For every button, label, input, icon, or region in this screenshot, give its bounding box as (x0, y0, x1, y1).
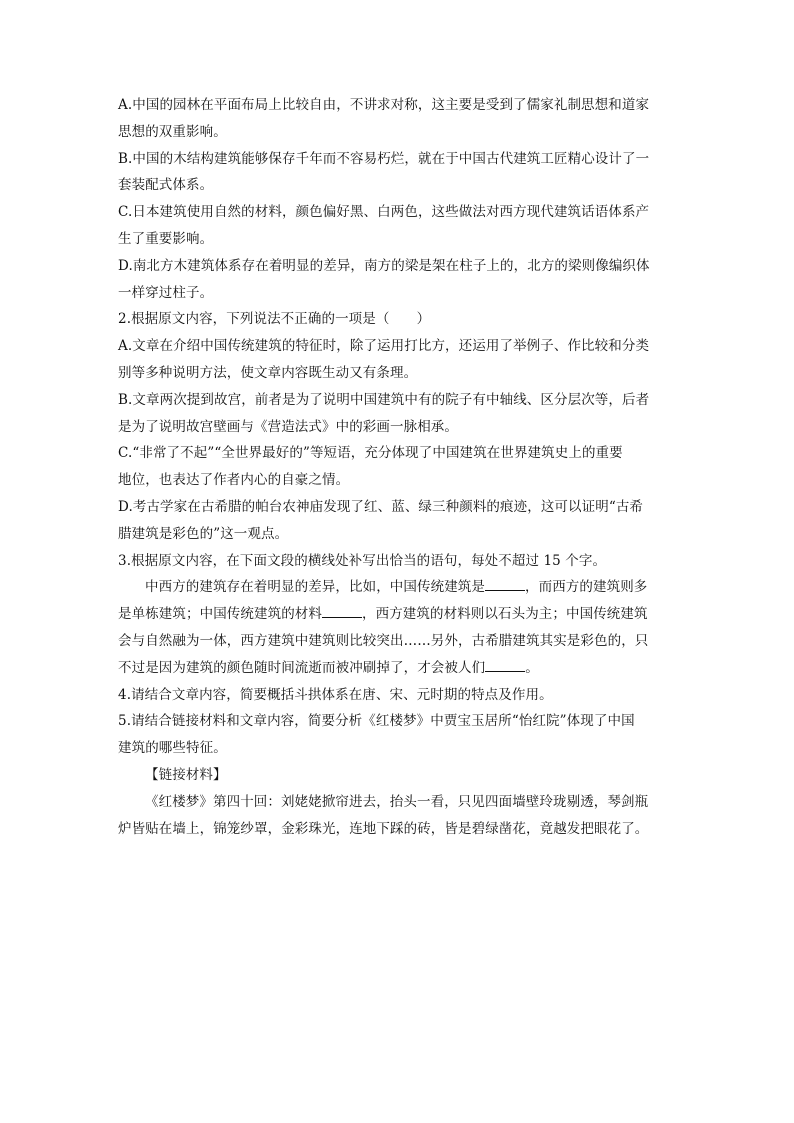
q3-passage (118, 574, 678, 681)
material-text: 炉皆贴在墙上，锦笼纱罩，金彩珠光，连地下踩的砖，皆是碧绿凿花，竟越发把眼花了。 (118, 820, 649, 837)
q2-option-a (118, 333, 678, 387)
q1-option-b (118, 146, 678, 200)
q1-option-a (118, 92, 678, 146)
passage-text: 是单栋建筑；中国传统建筑的材料 (118, 606, 322, 623)
passage-line (118, 574, 678, 601)
option-text: D.考古学家在古希腊的帕台农神庙发现了红、蓝、绿三种颜料的痕迹，这可以证明“古希 (118, 498, 644, 515)
fill-blank-3[interactable] (485, 659, 525, 672)
option-text: 别等多种说明方法，使文章内容既生动又有条理。 (118, 364, 418, 381)
exam-page (118, 92, 678, 842)
passage-text: 。 (525, 659, 539, 676)
option-text: B.中国的木结构建筑能够保存千年而不容易朽烂，就在于中国古代建筑工匠精心设计了一 (118, 150, 650, 167)
option-text: A.中国的园林在平面布局上比较自由，不讲求对称，这主要是受到了儒家礼制思想和道家 (118, 97, 650, 113)
option-text: 思想的双重影响。 (118, 123, 227, 140)
option-text: C.“非常了不起”“全世界最好的”等短语，充分体现了中国建筑在世界建筑史上的重要 (118, 445, 623, 462)
passage-text: 中西方的建筑存在着明显的差异，比如，中国传统建筑是 (145, 579, 485, 596)
q2-option-b (118, 387, 678, 441)
passage-text: 不过是因为建筑的颜色随时间流逝而被冲刷掉了，才会被人们 (118, 659, 486, 676)
passage-line (118, 601, 678, 628)
q1-option-d (118, 253, 678, 307)
option-text: 生了重要影响。 (118, 230, 214, 247)
option-text: C.日本建筑使用自然的材料，颜色偏好黑、白两色，这些做法对西方现代建筑话语体系产 (118, 204, 650, 221)
passage-text: ，而西方的建筑则多 (525, 579, 648, 596)
option-text: 一样穿过柱子。 (118, 284, 214, 301)
q4-stem: 4.请结合文章内容，简要概括斗拱体系在唐、宋、元时期的特点及作用。 (118, 686, 553, 703)
q1-option-c (118, 199, 678, 253)
fill-blank-2[interactable] (322, 605, 362, 618)
option-text: D.南北方木建筑体系存在着明显的差异，南方的梁是架在柱子上的，北方的梁则像编织体 (118, 257, 650, 274)
option-text: 套装配式体系。 (118, 177, 214, 194)
material-text: 《红楼梦》第四十回：刘姥姥掀帘进去，抬头一看，只见四面墙壁玲珑剔透，琴剑瓶 (145, 793, 649, 810)
q2-option-d (118, 494, 678, 548)
option-text: 是为了说明故宫壁画与《营造法式》中的彩画一脉相承。 (118, 418, 458, 435)
passage-text: ，西方建筑的材料则以石头为主；中国传统建筑 (362, 606, 648, 623)
passage-line: 会与自然融为一体，西方建筑中建筑则比较突出……另外，古希腊建筑其实是彩色的，只 (118, 632, 649, 649)
option-text: B.文章两次提到故宫，前者是为了说明中国建筑中有的院子有中轴线、区分层次等，后者 (118, 391, 650, 408)
q5-stem: 建筑的哪些特征。 (118, 740, 227, 757)
passage-line (118, 655, 678, 682)
option-text: 腊建筑是彩色的”这一观点。 (118, 525, 289, 542)
q2-option-c (118, 440, 678, 494)
fill-blank-1[interactable] (485, 578, 525, 591)
material-title: 【链接材料】 (145, 766, 227, 783)
q2-stem: 2.根据原文内容，下列说法不正确的一项是（ ） (118, 311, 431, 328)
option-text: A.文章在介绍中国传统建筑的特征时，除了运用打比方，还运用了举例子、作比较和分类 (118, 338, 650, 355)
q3-stem: 3.根据原文内容，在下面文段的横线处补写出恰当的语句，每处不超过 15 个字。 (118, 552, 607, 569)
q5-stem: 5.请结合链接材料和文章内容，简要分析《红楼梦》中贾宝玉居所“怡红院”体现了中国 (118, 713, 635, 730)
option-text: 地位，也表达了作者内心的自豪之情。 (118, 472, 350, 489)
